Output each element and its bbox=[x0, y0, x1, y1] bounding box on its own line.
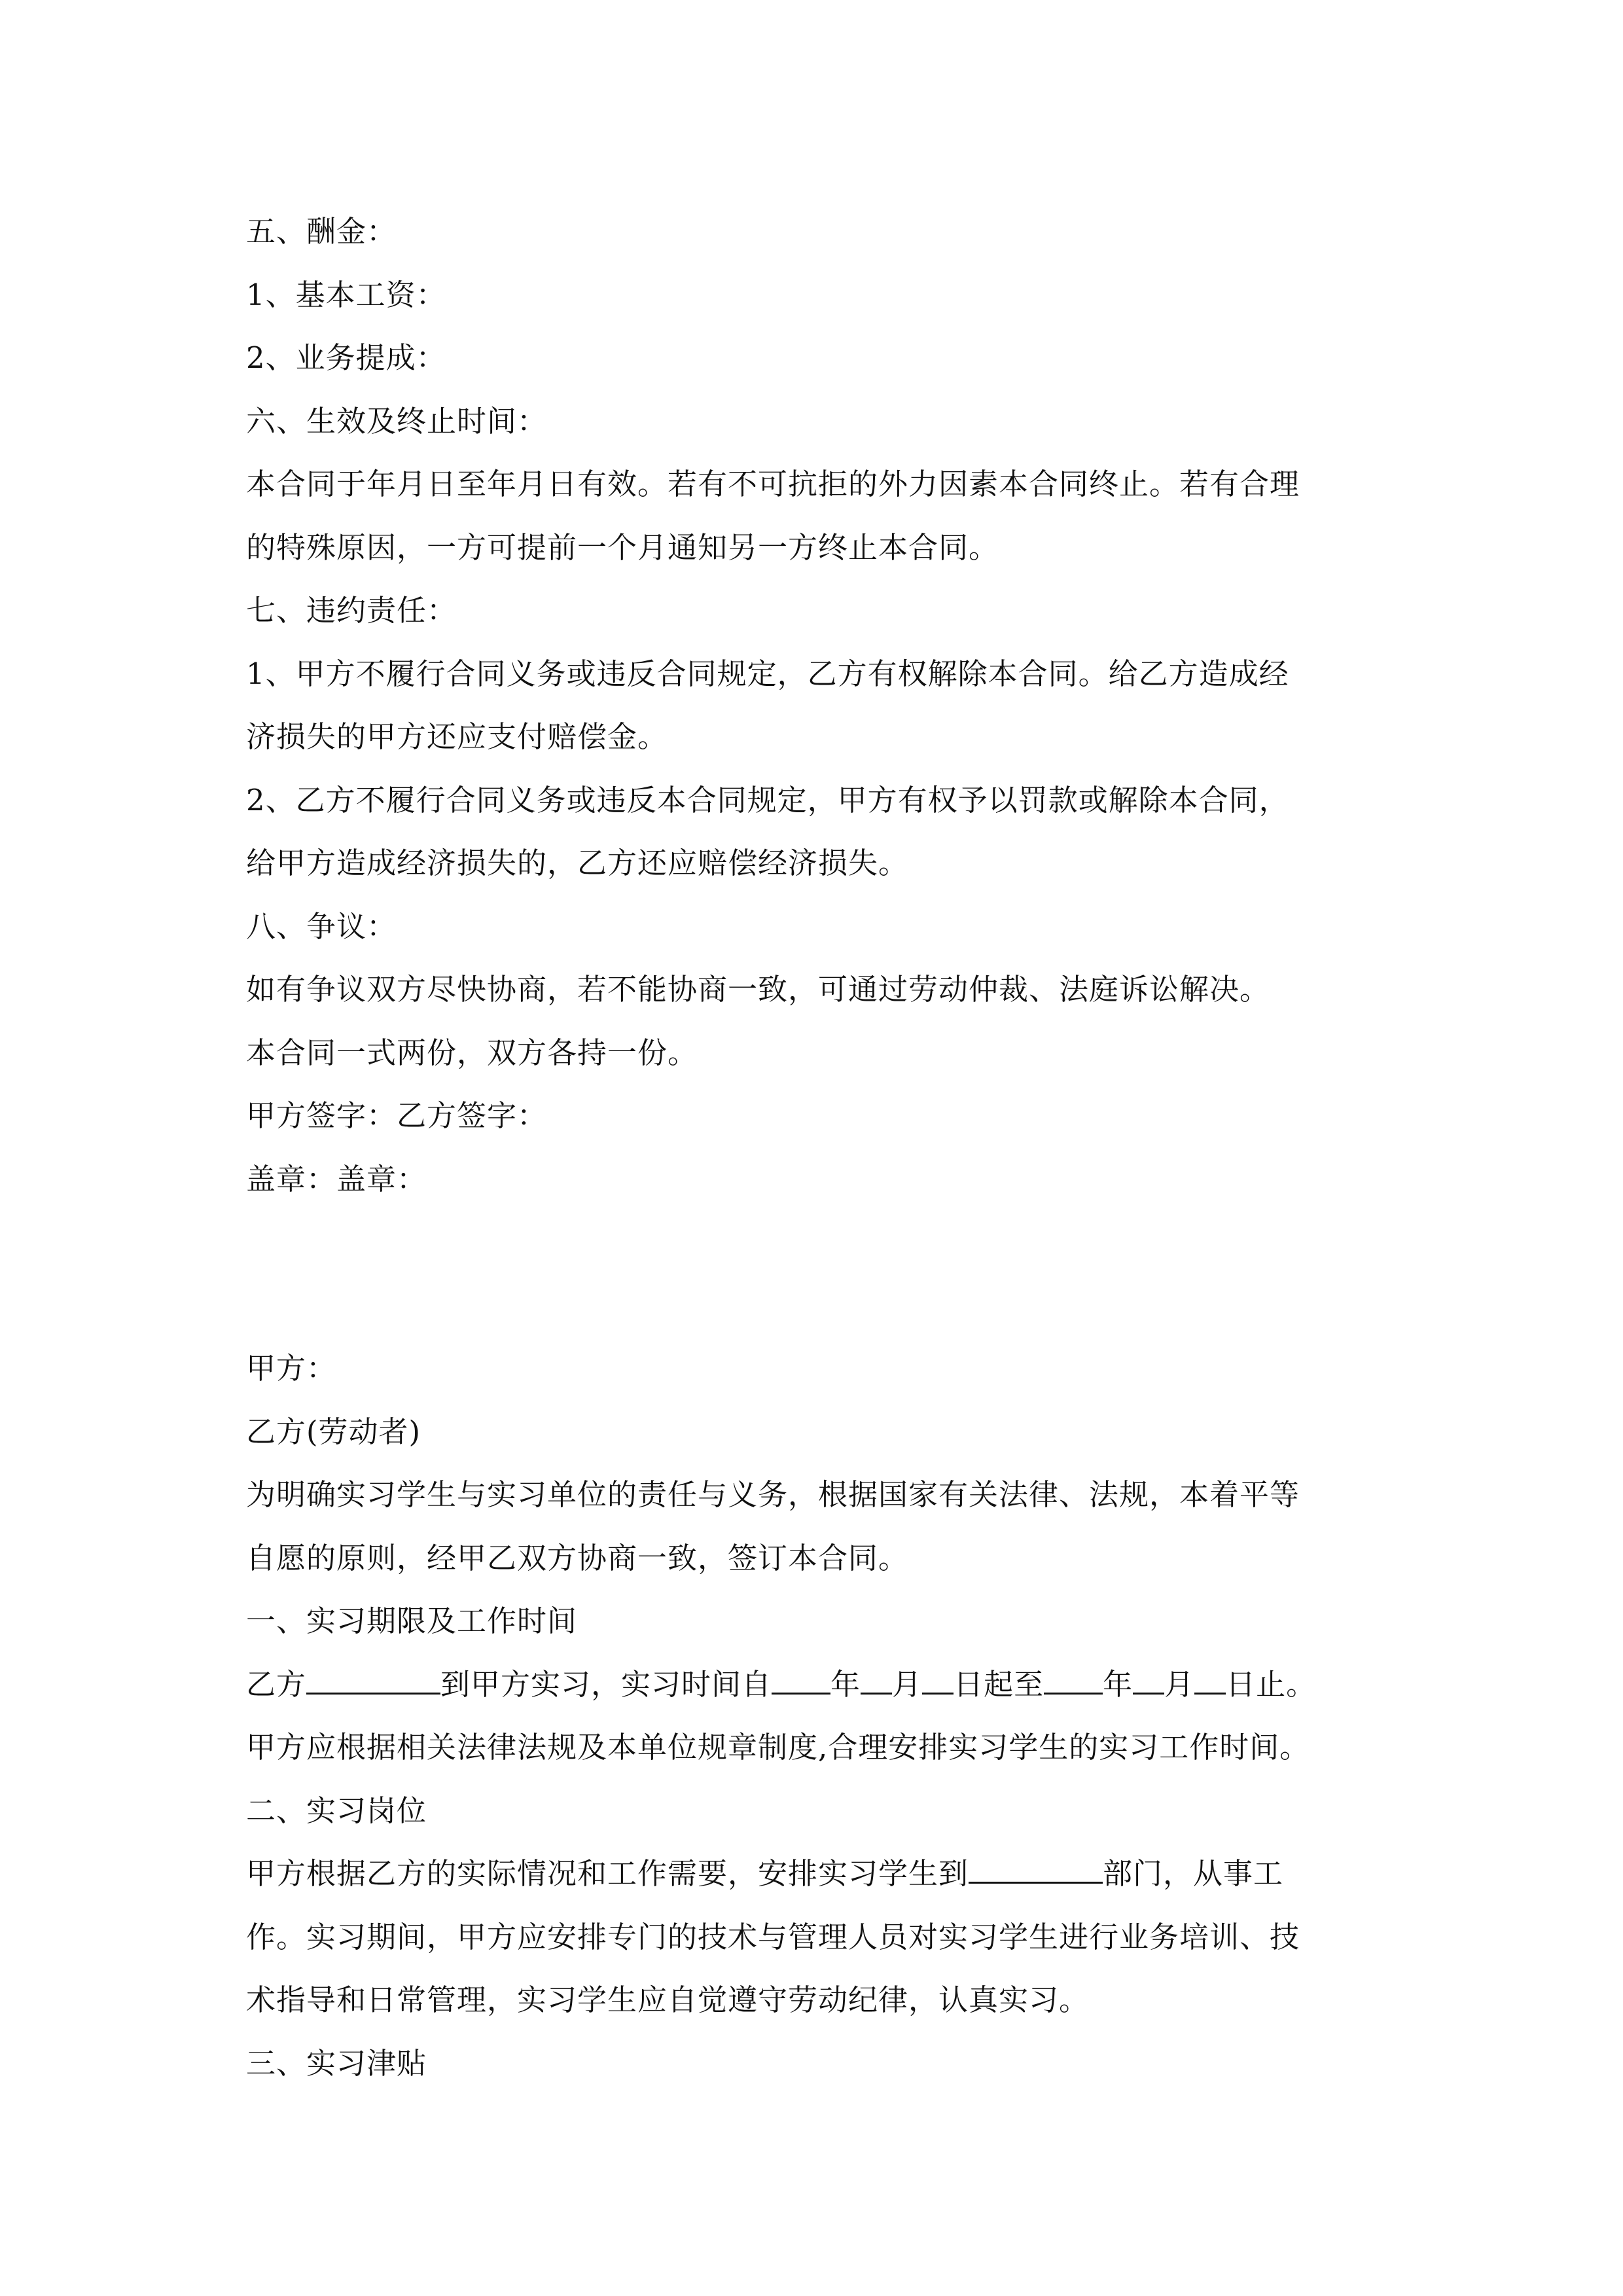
blank-name-field bbox=[306, 1666, 440, 1695]
section-heading-breach: 七、违约责任： bbox=[246, 593, 457, 628]
seal-line: 盖章：盖章： bbox=[246, 1161, 427, 1196]
blank-year-field bbox=[1044, 1666, 1103, 1695]
year-text: 年 bbox=[1103, 1666, 1133, 1702]
blank-month-field bbox=[1133, 1666, 1164, 1695]
department-text: 部门，从事工 bbox=[1103, 1856, 1284, 1891]
paragraph-line: 给甲方造成经济损失的，乙方还应赔偿经济损失。 bbox=[246, 846, 909, 880]
blank-department-field bbox=[969, 1856, 1103, 1884]
section-gap bbox=[246, 1211, 1385, 1337]
clause-commission: 2、业务提成： bbox=[246, 340, 446, 375]
paragraph-line: 自愿的原则，经甲乙双方协商一致，签订本合同。 bbox=[246, 1540, 909, 1575]
period-text: 到甲方实习，实习时间自 bbox=[440, 1666, 772, 1702]
section-heading-validity: 六、生效及终止时间： bbox=[246, 403, 548, 439]
paragraph-line: 1、甲方不履行合同义务或违反合同规定，乙方有权解除本合同。给乙方造成经 bbox=[246, 656, 1289, 691]
paragraph-line: 甲方应根据相关法律法规及本单位规章制度,合理安排实习学生的实习工作时间。 bbox=[246, 1730, 1310, 1765]
month-text: 月 bbox=[1164, 1666, 1195, 1702]
paragraph-line: 为明确实习学生与实习单位的责任与义务，根据国家有关法律、法规，本着平等 bbox=[246, 1477, 1300, 1512]
paragraph-line: 作。实习期间，甲方应安排专门的技术与管理人员对实习学生进行业务培训、技 bbox=[246, 1919, 1300, 1954]
paragraph-line: 的特殊原因，一方可提前一个月通知另一方终止本合同。 bbox=[246, 529, 999, 565]
blank-year-field bbox=[772, 1666, 830, 1695]
party-b-label: 乙方(劳动者) bbox=[246, 1414, 421, 1449]
paragraph-line: 本合同于年月日至年月日有效。若有不可抗拒的外力因素本合同终止。若有合理 bbox=[246, 467, 1300, 501]
paragraph-line: 2、乙方不履行合同义务或违反本合同规定，甲方有权予以罚款或解除本合同， bbox=[246, 782, 1289, 817]
section-heading-post: 二、实习岗位 bbox=[246, 1793, 427, 1828]
section-heading-allowance: 三、实习津贴 bbox=[246, 2045, 427, 2081]
section-heading-dispute: 八、争议： bbox=[246, 908, 397, 944]
party-a-label: 甲方： bbox=[246, 1351, 337, 1386]
blank-day-field bbox=[1194, 1666, 1226, 1695]
party-b-text: 乙方 bbox=[246, 1666, 307, 1702]
paragraph-line: 济损失的甲方还应支付赔偿金。 bbox=[246, 719, 668, 754]
contract-body bbox=[246, 200, 1385, 2095]
signature-line: 甲方签字：乙方签字： bbox=[246, 1098, 548, 1133]
year-text: 年 bbox=[830, 1666, 861, 1702]
internship-post-line bbox=[246, 1842, 1385, 1906]
paragraph-line: 如有争议双方尽快协商，若不能协商一致，可通过劳动仲裁、法庭诉讼解决。 bbox=[246, 972, 1270, 1007]
day-to-text: 日止。 bbox=[1226, 1666, 1317, 1702]
blank-month-field bbox=[861, 1666, 892, 1695]
arrange-text: 甲方根据乙方的实际情况和工作需要，安排实习学生到 bbox=[246, 1856, 969, 1891]
paragraph-line: 本合同一式两份，双方各持一份。 bbox=[246, 1035, 698, 1070]
paragraph-line: 术指导和日常管理，实习学生应自觉遵守劳动纪律，认真实习。 bbox=[246, 1982, 1090, 2017]
section-heading-period: 一、实习期限及工作时间 bbox=[246, 1604, 578, 1638]
month-text: 月 bbox=[892, 1666, 923, 1702]
blank-day-field bbox=[922, 1666, 954, 1695]
internship-period-line bbox=[246, 1653, 1385, 1717]
clause-basic-salary: 1、基本工资： bbox=[246, 277, 446, 312]
day-from-text: 日起至 bbox=[954, 1666, 1044, 1702]
section-heading-remuneration: 五、酬金： bbox=[246, 214, 397, 249]
